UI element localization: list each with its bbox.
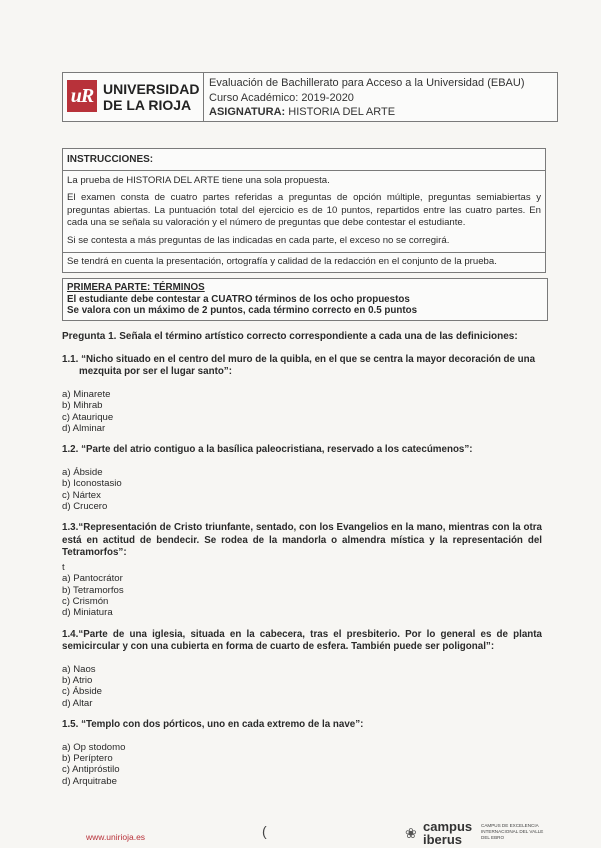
instructions-box: [62, 148, 546, 273]
option: d) Alminar: [62, 423, 106, 435]
question-item-head: 1.1. “Nicho situado en el centro del muro de la quibla, en el que se centra la mayor decoración de una mezquita por ser el lugar santo”:: [62, 354, 536, 378]
option: a) Minarete: [62, 388, 111, 400]
option: b) Atrio: [62, 674, 93, 686]
campus-iberus-logo: ❀ campus iberus CAMPUS DE EXCELENCIA INTERNACIONAL DEL VALLE DEL EBRO: [405, 819, 544, 847]
question-item-head: 1.4.“Parte de una iglesia, situada en la cabecera, tras el presbiterio. Por lo general es de planta semicircular y con una cubierta en forma de cuarto de esfera. También puede ser poligonal”:: [62, 628, 542, 653]
instructions-text: Se tendrá en cuenta la presentación, ortografía y calidad de la redacción en el conjunto de la prueba.: [63, 252, 545, 268]
university-logo: [63, 73, 204, 121]
university-name: UNIVERSIDAD DE LA RIOJA: [103, 81, 200, 113]
option: b) Iconostasio: [62, 478, 122, 490]
instructions-text: La prueba de HISTORIA DEL ARTE tiene una sola propuesta.: [67, 175, 330, 186]
instructions-text: Si se contesta a más preguntas de las indicadas en cada parte, el exceso no se corregirá.: [67, 234, 450, 246]
options-list: [62, 562, 542, 619]
part-box: [62, 278, 548, 321]
options-list: [62, 742, 542, 788]
question-item-head: 1.2. “Parte del atrio contiguo a la basílica paleocristiana, reservado a los catecúmenos”:: [62, 444, 473, 456]
part-title: PRIMERA PARTE: TÉRMINOS: [67, 282, 205, 293]
option: a) Naos: [62, 663, 96, 675]
option: b) Períptero: [62, 752, 113, 764]
academic-year: Curso Académico: 2019-2020: [209, 91, 354, 104]
option: c) Crismón: [62, 595, 109, 607]
footer-url[interactable]: www.unirioja.es: [86, 832, 146, 842]
options-list: [62, 467, 542, 513]
options-list: [62, 664, 542, 710]
option: c) Antipróstilo: [62, 764, 120, 776]
option: b) Tetramorfos: [62, 584, 124, 596]
option: d) Miniatura: [62, 607, 113, 619]
option: a) Op stodomo: [62, 741, 126, 753]
option: c) Ataurique: [62, 411, 114, 423]
part-instruction: El estudiante debe contestar a CUATRO términos de los ocho propuestos: [67, 293, 410, 305]
option: c) Nártex: [62, 489, 101, 501]
exam-info: [209, 76, 525, 120]
option: d) Crucero: [62, 501, 108, 513]
question-item-head: 1.3.“Representación de Cristo triunfante, sentado, con los Evangelios en la mano, mientras con la otra está en actitud de bendecir. Se rodea de la mandorla o almendra mística y la representación del Tetramorfos”:: [62, 522, 542, 559]
option: b) Mihrab: [62, 400, 103, 412]
questions: [62, 330, 542, 797]
exam-header: [62, 72, 558, 122]
option: d) Arquitrabe: [62, 775, 117, 787]
question-item-head: 1.5. “Templo con dos pórticos, uno en cada extremo de la nave”:: [62, 719, 364, 731]
subject: ASIGNATURA: HISTORIA DEL ARTE: [209, 106, 396, 118]
part-scoring: Se valora con un máximo de 2 puntos, cada término correcto en 0.5 puntos: [67, 305, 418, 316]
option: c) Ábside: [62, 686, 102, 698]
exam-title: Evaluación de Bachillerato para Acceso a la Universidad (EBAU): [209, 77, 525, 89]
instructions-title: INSTRUCCIONES:: [63, 153, 545, 171]
option: a) Ábside: [62, 466, 103, 478]
options-list: [62, 389, 542, 435]
option: a) Pantocrátor: [62, 573, 123, 585]
option: d) Altar: [62, 697, 93, 709]
instructions-text: El examen consta de cuatro partes referidas a preguntas de opción múltiple, preguntas semiabiertas y preguntas abiertas. La puntuación total del ejercicio es de 10 puntos, repartidos entre las cuatro partes. En cada una se señala su valoración y el número de preguntas que debe contestar el estudiante.: [67, 192, 541, 229]
page-mark: (: [262, 823, 267, 839]
stray-mark: t: [62, 561, 65, 573]
university-logo-icon: uR: [67, 80, 97, 112]
question-title: Pregunta 1. Señala el término artístico correcto correspondiente a cada una de las definiciones:: [62, 331, 518, 342]
campus-swirl-icon: ❀: [405, 825, 417, 841]
